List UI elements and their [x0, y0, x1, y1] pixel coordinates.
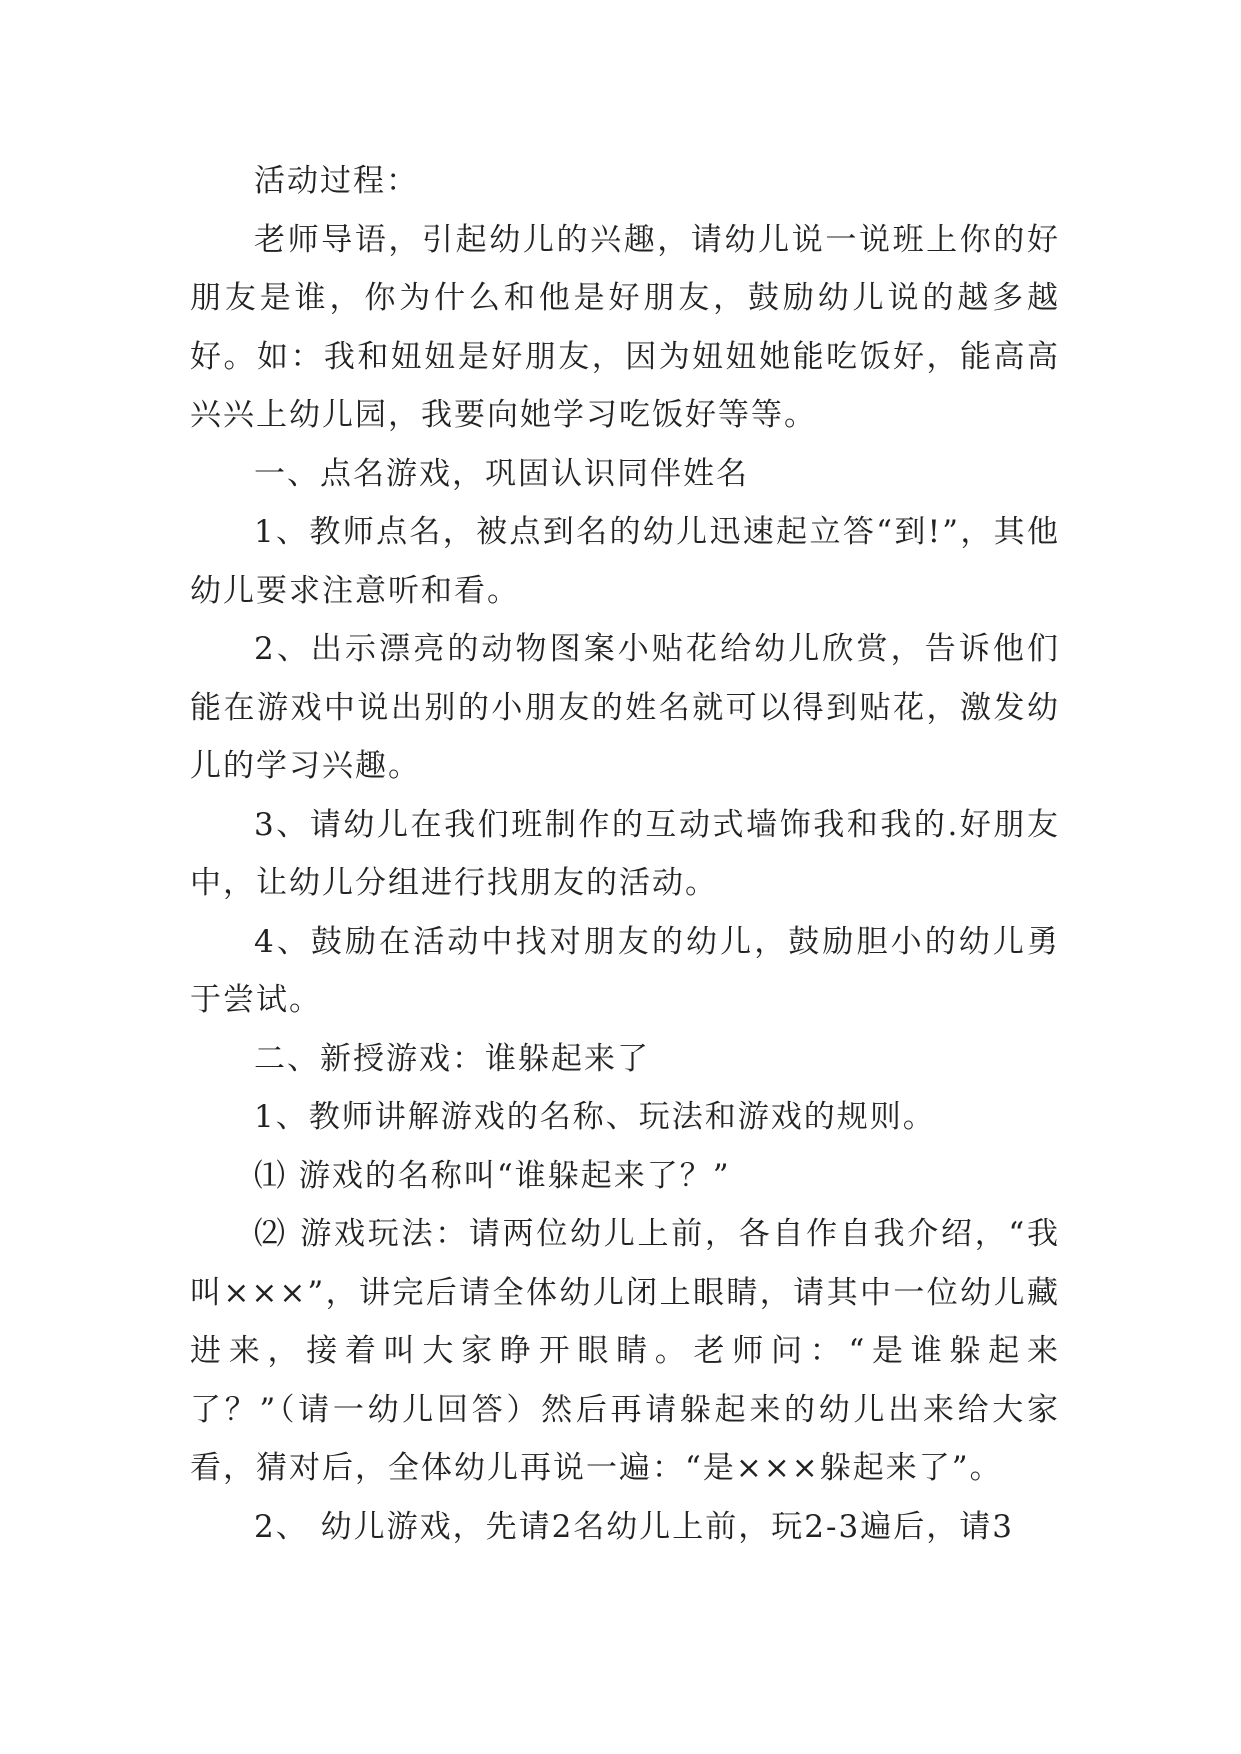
paragraph-step-2: 2、出示漂亮的动物图案小贴花给幼儿欣赏，告诉他们能在游戏中说出别的小朋友的姓名就可以得到贴花，激发幼儿的学习兴趣。 [190, 631, 1060, 784]
paragraph-step-4: 4、鼓励在活动中找对朋友的幼儿，鼓励胆小的幼儿勇于尝试。 [190, 923, 1060, 1018]
section-heading-activity-process: 活动过程： [254, 163, 419, 199]
paragraph-children-play: 2、 幼儿游戏，先请2名幼儿上前，玩2-3遍后，请3 [254, 1508, 1014, 1545]
section-heading-new-game: 二、新授游戏：谁躲起来了 [254, 1040, 650, 1077]
document-page [190, 152, 1060, 1556]
section-heading-roll-call-game: 一、点名游戏，巩固认识同伴姓名 [254, 455, 749, 492]
paragraph-teacher-intro: 老师导语，引起幼儿的兴趣，请幼儿说一说班上你的好朋友是谁，你为什么和他是好朋友，鼓励幼儿说的越多越好。如：我和妞妞是好朋友，因为妞妞她能吃饭好，能高高兴兴上幼儿园，我要向她学习吃饭好等等。 [190, 221, 1060, 433]
paragraph-step-3: 3、请幼儿在我们班制作的互动式墙饰我和我的.好朋友中，让幼儿分组进行找朋友的活动。 [190, 806, 1060, 901]
paragraph-game-rules: ⑵ 游戏玩法：请两位幼儿上前，各自作自我介绍，“我叫×××”，讲完后请全体幼儿闭上眼睛，请其中一位幼儿藏进来，接着叫大家睁开眼睛。老师问：“是谁躲起来了？”（请一幼儿回答）然后再请躲起来的幼儿出来给大家看，猜对后，全体幼儿再说一遍：“是×××躲起来了”。 [190, 1216, 1060, 1486]
paragraph-step-1: 1、教师点名，被点到名的幼儿迅速起立答“到!”，其他幼儿要求注意听和看。 [190, 514, 1060, 609]
paragraph-game-name: ⑴ 游戏的名称叫“谁躲起来了？” [254, 1157, 731, 1194]
paragraph-game-explain: 1、教师讲解游戏的名称、玩法和游戏的规则。 [254, 1099, 936, 1135]
